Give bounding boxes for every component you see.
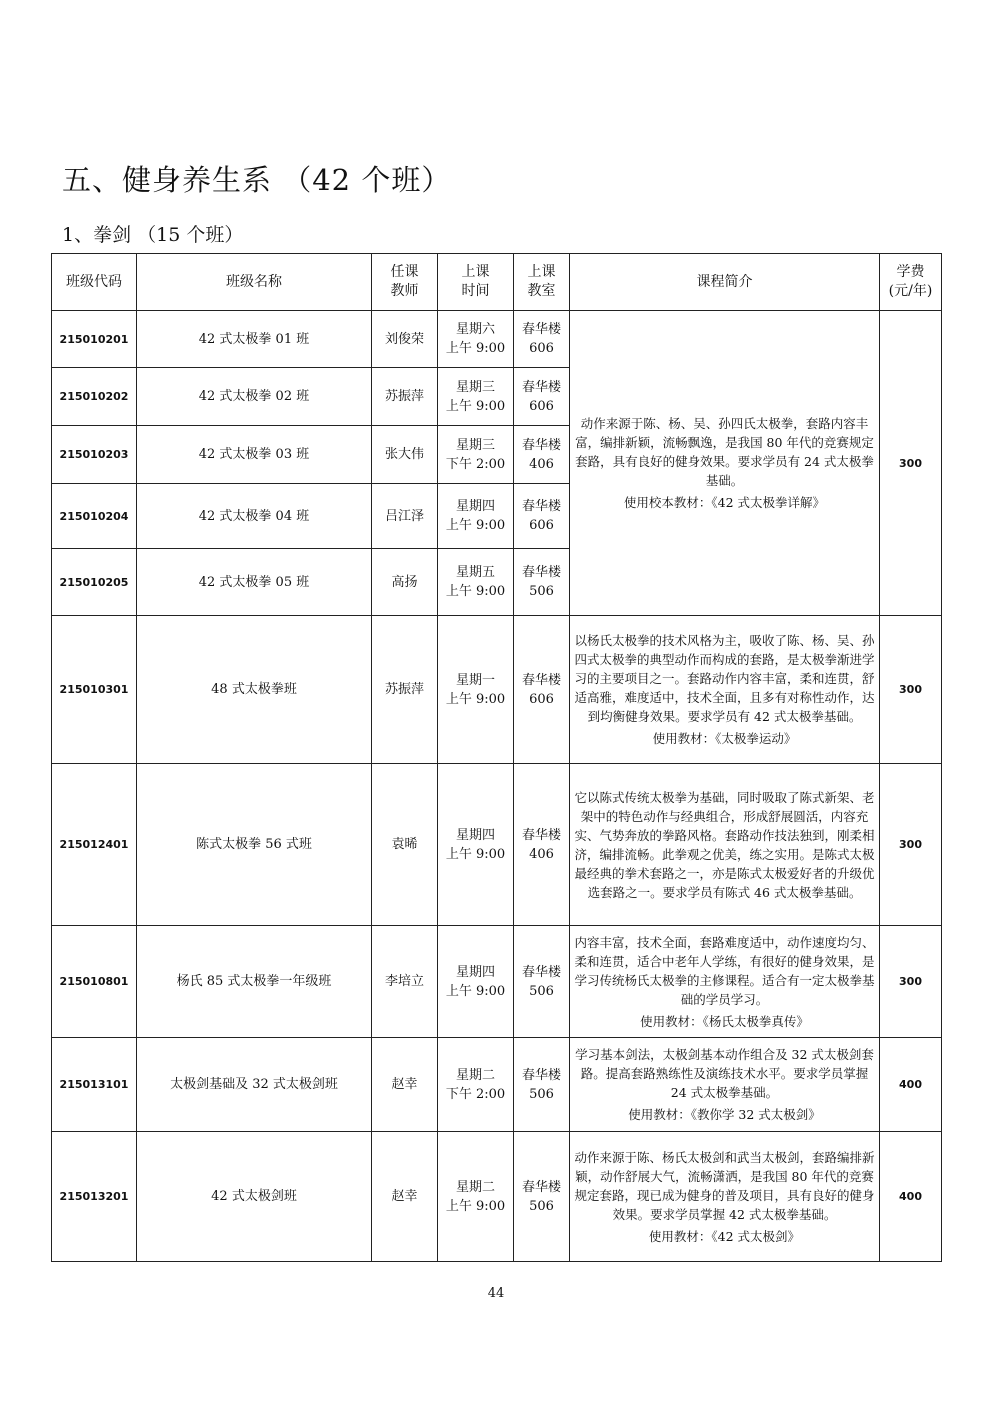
class-name: 42 式太极剑班 [137, 1132, 372, 1262]
class-name: 42 式太极拳 01 班 [137, 311, 372, 368]
classroom: 春华楼 606 [514, 311, 570, 368]
course-table [51, 253, 942, 1262]
header-code: 班级代码 [52, 254, 137, 311]
class-code: 215010202 [52, 368, 137, 426]
textbook-text: 使用教材：《42 式太极剑》 [648, 1228, 801, 1244]
table-header-row [52, 254, 942, 311]
teacher: 袁晞 [372, 764, 438, 926]
teacher: 李培立 [372, 926, 438, 1038]
table-row [52, 616, 942, 764]
table-row [52, 1038, 942, 1132]
class-code: 215010205 [52, 549, 137, 616]
class-code: 215012401 [52, 764, 137, 926]
teacher: 刘俊荣 [372, 311, 438, 368]
tuition-fee: 300 [880, 616, 942, 764]
classroom: 春华楼 506 [514, 926, 570, 1038]
class-code: 215013201 [52, 1132, 137, 1262]
table-row [52, 764, 942, 926]
page-number: 44 [487, 1286, 505, 1301]
teacher: 苏振萍 [372, 368, 438, 426]
table-row [52, 1132, 942, 1262]
header-desc: 课程简介 [570, 254, 880, 311]
class-time: 星期三 上午 9:00 [438, 368, 514, 426]
tuition-fee: 400 [880, 1132, 942, 1262]
header-teacher: 任课 教师 [372, 254, 438, 311]
tuition-fee: 400 [880, 1038, 942, 1132]
teacher: 苏振萍 [372, 616, 438, 764]
table-row [52, 926, 942, 1038]
header-room: 上课 教室 [514, 254, 570, 311]
textbook-text: 使用教材：《太极拳运动》 [652, 731, 797, 746]
description-text: 内容丰富，技术全面，套路难度适中，动作速度均匀、柔和连贯，适合中老年人学练，有很好的健身效果，是学习传统杨氏太极拳的主修课程。适合有一定太极拳基础的学员学习。 [574, 934, 875, 1007]
class-time: 星期四 上午 9:00 [438, 484, 514, 549]
description-text: 动作来源于陈、杨氏太极剑和武当太极剑，套路编排新颖，动作舒展大气，流畅潇洒，是我国 80 年代的竞赛规定套路，现已成为健身的普及项目，具有良好的健身效果。要求学员掌握 42 式太极拳基础。 [574, 1149, 875, 1222]
classroom: 春华楼 406 [514, 764, 570, 926]
course-description [570, 926, 880, 1038]
course-description [570, 311, 880, 616]
class-code: 215010301 [52, 616, 137, 764]
classroom: 春华楼 606 [514, 616, 570, 764]
class-time: 星期二 下午 2:00 [438, 1038, 514, 1132]
class-name: 42 式太极拳 03 班 [137, 426, 372, 484]
course-description [570, 1132, 880, 1262]
class-time: 星期二 上午 9:00 [438, 1132, 514, 1262]
header-name: 班级名称 [137, 254, 372, 311]
class-code: 215013101 [52, 1038, 137, 1132]
description-text: 以杨氏太极拳的技术风格为主，吸收了陈、杨、吴、孙四式太极拳的典型动作而构成的套路，是太极拳渐进学习的主要项目之一。套路动作内容丰富，柔和连贯，舒适高雅，难度适中，技术全面，且多有对称性动作，达到均衡健身效果。要求学员有 42 式太极拳基础。 [574, 633, 875, 724]
teacher: 吕江泽 [372, 484, 438, 549]
class-time: 星期四 上午 9:00 [438, 764, 514, 926]
classroom: 春华楼 506 [514, 1038, 570, 1132]
class-time: 星期四 上午 9:00 [438, 926, 514, 1038]
class-code: 215010801 [52, 926, 137, 1038]
class-time: 星期六 上午 9:00 [438, 311, 514, 368]
class-name: 48 式太极拳班 [137, 616, 372, 764]
class-code: 215010203 [52, 426, 137, 484]
class-time: 星期一 上午 9:00 [438, 616, 514, 764]
page-title: 五、健身养生系 （42 个班） [62, 163, 452, 197]
class-name: 杨氏 85 式太极拳一年级班 [137, 926, 372, 1038]
classroom: 春华楼 606 [514, 484, 570, 549]
tuition-fee: 300 [880, 926, 942, 1038]
textbook-text: 使用教材：《教你学 32 式太极剑》 [628, 1107, 821, 1122]
classroom: 春华楼 606 [514, 368, 570, 426]
course-description [570, 616, 880, 764]
section-title: 1、拳剑 （15 个班） [62, 224, 244, 246]
description-text: 动作来源于陈、杨、吴、孙四氏太极拳，套路内容丰富，编排新颖，流畅飘逸，是我国 80 年代的竞赛规定套路，具有良好的健身效果。要求学员有 24 式太极拳基础。 [575, 416, 874, 488]
description-text: 学习基本剑法，太极剑基本动作组合及 32 式太极剑套路。提高套路熟练性及演练技术水平。要求学员掌握 24 式太极拳基础。 [575, 1047, 874, 1100]
description-text: 它以陈式传统太极拳为基础，同时吸取了陈式新架、老架中的特色动作与经典组合，形成舒展圆活，内容充实、气势奔放的拳路风格。套路动作技法独到，刚柔相济，编排流畅。此拳观之优美，练之实用。是陈式太极最经典的拳术套路之一，亦是陈式太极爱好者的升级优选套路之一。要求学员有陈式 46 式太极拳基础。 [574, 789, 875, 900]
classroom: 春华楼 506 [514, 549, 570, 616]
class-code: 215010204 [52, 484, 137, 549]
class-time: 星期五 上午 9:00 [438, 549, 514, 616]
course-description [570, 764, 880, 926]
table-row [52, 311, 942, 368]
teacher: 张大伟 [372, 426, 438, 484]
textbook-text: 使用校本教材：《42 式太极拳详解》 [623, 495, 826, 510]
textbook-text: 使用教材：《杨氏太极拳真传》 [640, 1013, 809, 1029]
classroom: 春华楼 506 [514, 1132, 570, 1262]
teacher: 高扬 [372, 549, 438, 616]
tuition-fee: 300 [880, 764, 942, 926]
course-description [570, 1038, 880, 1132]
header-fee: 学费 (元/年) [880, 254, 942, 311]
class-name: 42 式太极拳 02 班 [137, 368, 372, 426]
class-time: 星期三 下午 2:00 [438, 426, 514, 484]
class-code: 215010201 [52, 311, 137, 368]
teacher: 赵幸 [372, 1132, 438, 1262]
class-name: 陈式太极拳 56 式班 [137, 764, 372, 926]
tuition-fee: 300 [880, 311, 942, 616]
teacher: 赵幸 [372, 1038, 438, 1132]
class-name: 太极剑基础及 32 式太极剑班 [137, 1038, 372, 1132]
class-name: 42 式太极拳 04 班 [137, 484, 372, 549]
classroom: 春华楼 406 [514, 426, 570, 484]
header-time: 上课 时间 [438, 254, 514, 311]
class-name: 42 式太极拳 05 班 [137, 549, 372, 616]
